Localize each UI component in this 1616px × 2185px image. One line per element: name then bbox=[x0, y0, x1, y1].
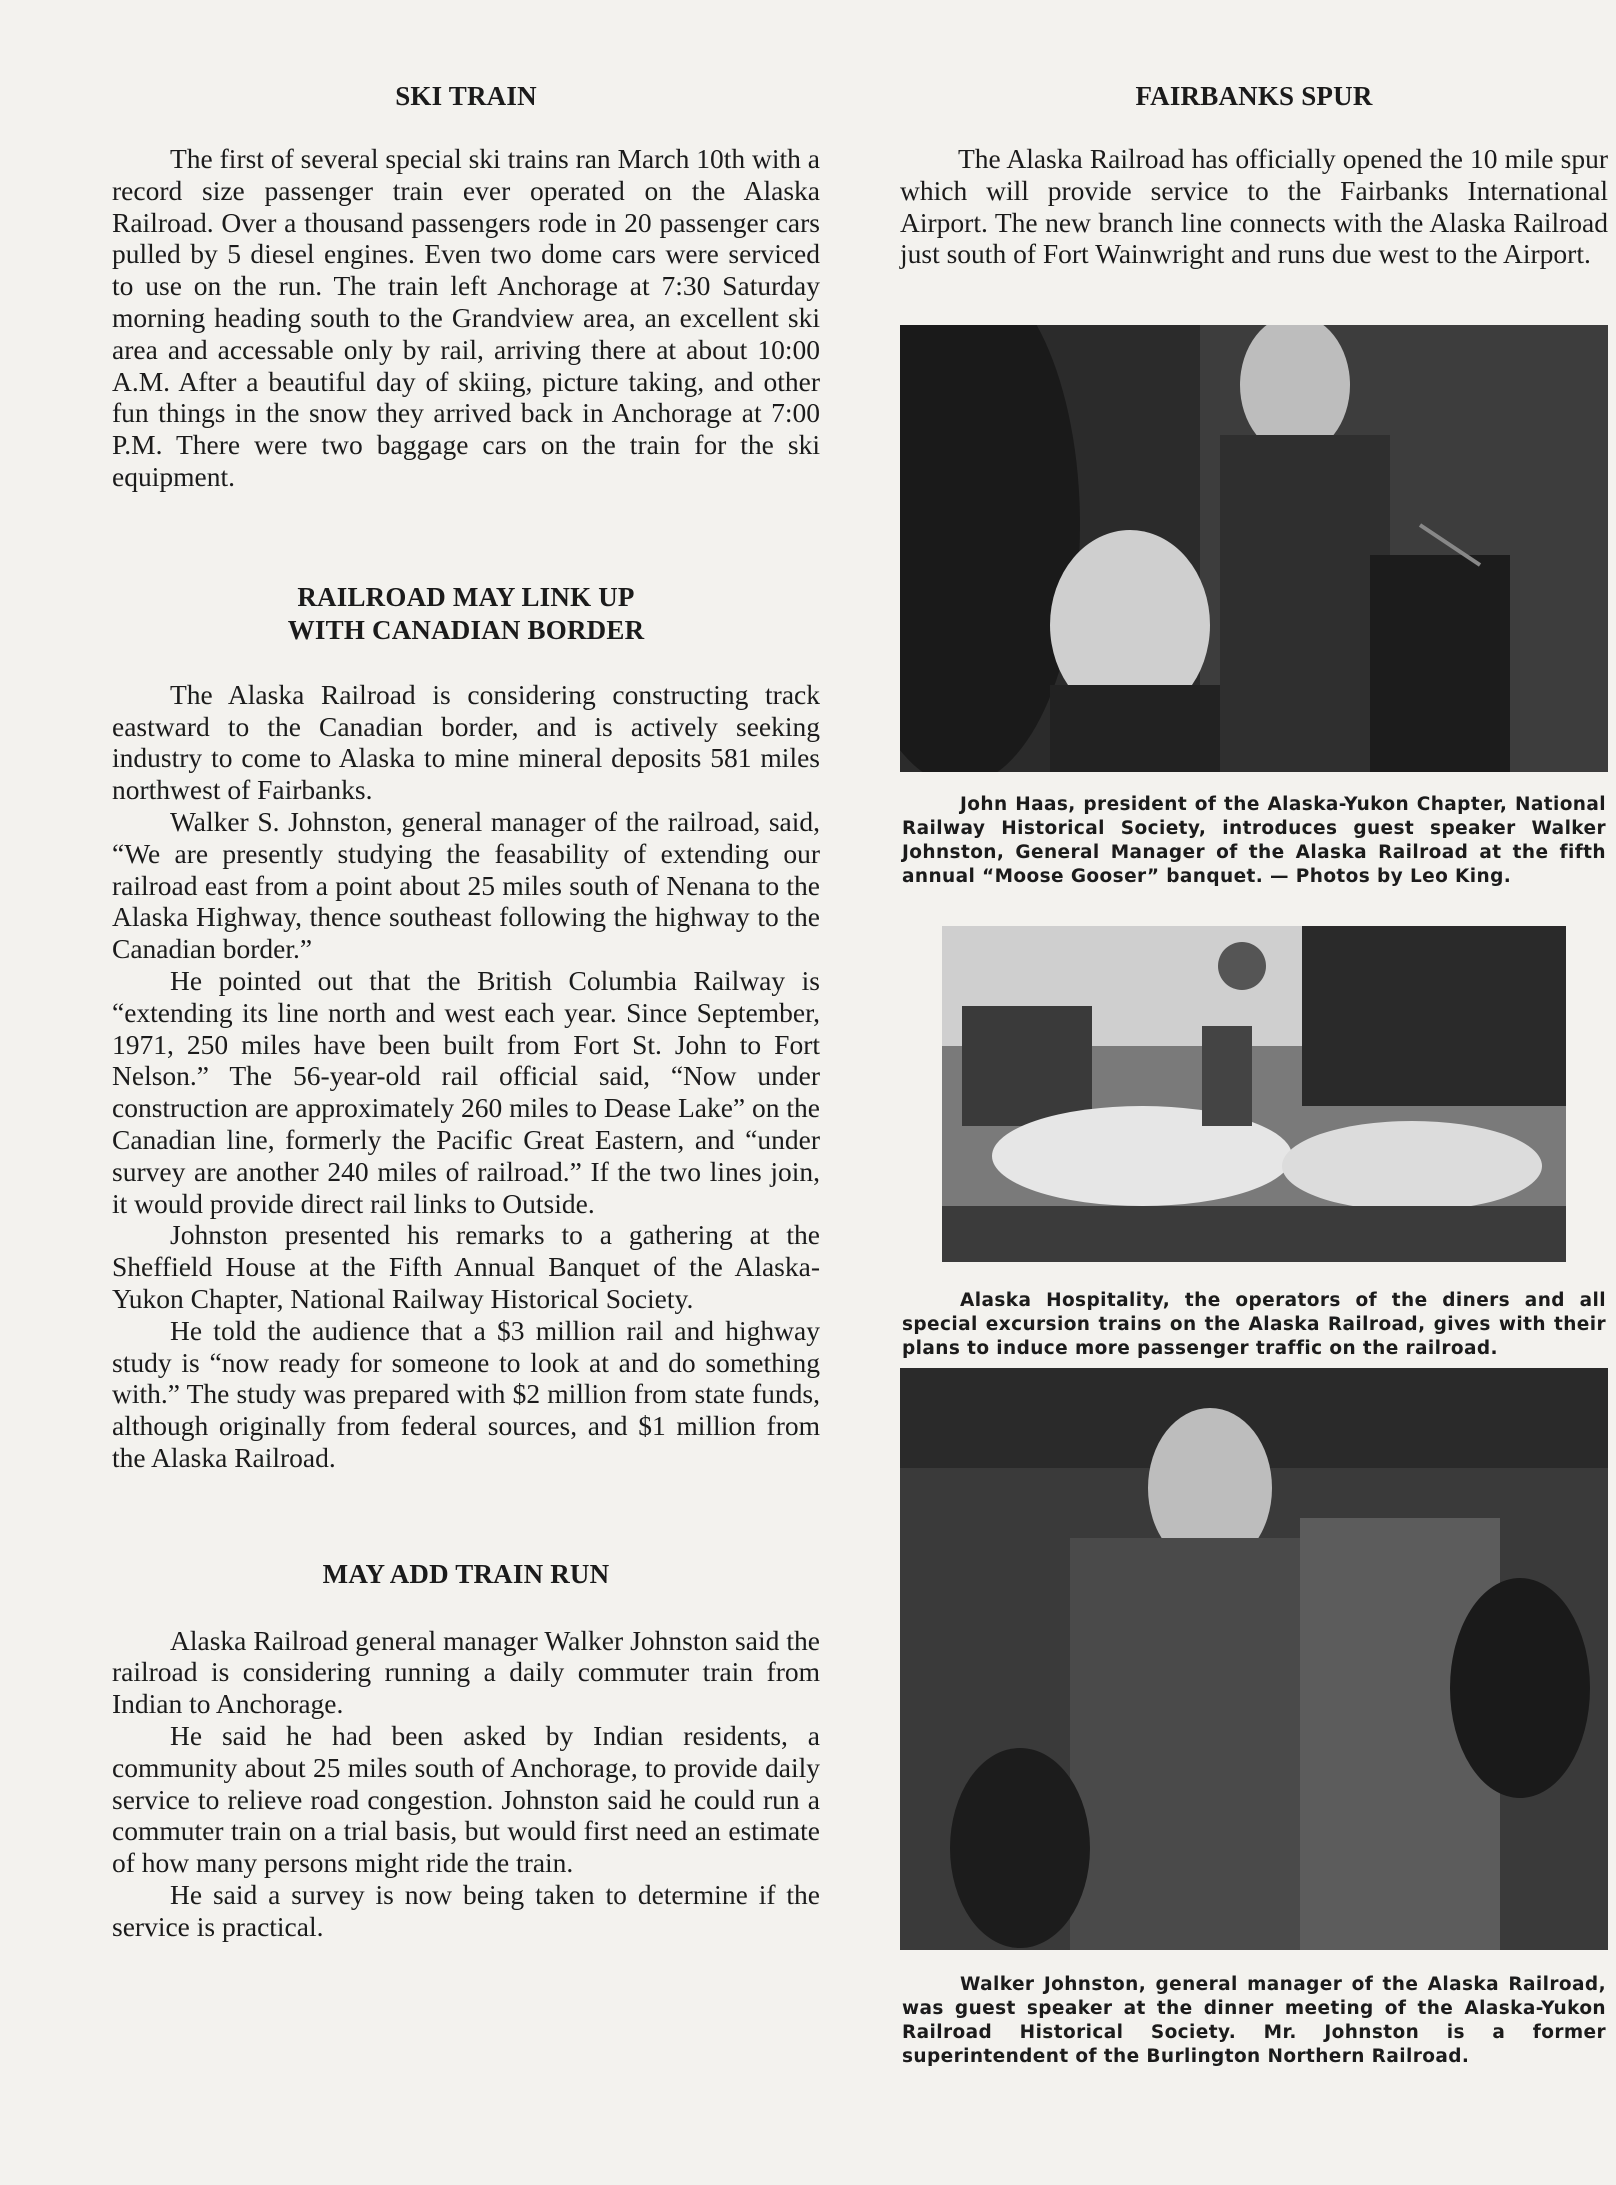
canadian-border-heading-line2: WITH CANADIAN BORDER bbox=[287, 614, 645, 645]
walker-johnston-caption: Walker Johnston, general manager of the Alaska Railroad, was guest speaker at the dinner meeting of the Alaska-Yukon Railroad Historical Society. Mr. Johnston is a former superintendent of the Burlington Northern Railroad. bbox=[902, 1974, 1606, 2067]
train-run-paragraph-2: He said he had been asked by Indian residents, a community about 25 miles south of Anchorage, to provide daily service to relieve road congestion. Johnston said he could run a commuter train on a trial basis, but would first need an estimate of how many persons might ride the train. bbox=[112, 1720, 820, 1879]
fairbanks-spur-paragraph: The Alaska Railroad has officially opened the 10 mile spur which will provide service to the Fairbanks International Airport. The new branch line connects with the Alaska Railroad just south of Fort Wainwright and runs due west to the Airport. bbox=[900, 143, 1608, 270]
train-run-heading: MAY ADD TRAIN RUN bbox=[322, 1558, 610, 1589]
train-run-paragraph-3: He said a survey is now being taken to determine if the service is practical. bbox=[112, 1879, 820, 1942]
left-column bbox=[112, 80, 820, 1943]
right-column bbox=[900, 80, 1608, 270]
banquet-speaker-caption: John Haas, president of the Alaska-Yukon Chapter, National Railway Historical Society, introduces guest speaker Walker Johnston, General Manager of the Alaska Railroad at the fifth annual “Moose Gooser” banquet. — Photos by Leo King. bbox=[902, 794, 1606, 887]
banquet-speaker-photo bbox=[900, 325, 1608, 772]
dining-room-caption: Alaska Hospitality, the operators of the diners and all special excursion trains on the Alaska Railroad, gives with their plans to induce more passenger traffic on the railroad. bbox=[902, 1290, 1606, 1359]
canadian-border-heading-line1: RAILROAD MAY LINK UP bbox=[297, 581, 635, 612]
ski-train-paragraph: The first of several special ski trains ran March 10th with a record size passenger train ever operated on the Alaska Railroad. Over a thousand passengers rode in 20 passenger cars pulled by 5 diesel engines. Even two dome cars were serviced to use on the run. The train left Anchorage at 7:30 Saturday morning heading south to the Grandview area, an excellent ski area and accessable only by rail, arriving there at about 10:00 A.M. After a beautiful day of skiing, picture taking, and other fun things in the snow they arrived back in Anchorage at 7:00 P.M. There were two baggage cars on the train for the ski equipment. bbox=[112, 143, 820, 492]
train-run-paragraph-1: Alaska Railroad general manager Walker Johnston said the railroad is considering running a daily commuter train from Indian to Anchorage. bbox=[112, 1624, 820, 1720]
fairbanks-spur-heading: FAIRBANKS SPUR bbox=[1135, 81, 1373, 111]
dining-room-photo bbox=[942, 926, 1566, 1262]
canadian-border-paragraph-2: Walker S. Johnston, general manager of the railroad, said, “We are presently studying the feasability of extending our railroad east from a point about 25 miles south of Nenana to the Alaska Highway, thence southeast following the highway to the Canadian border.” bbox=[112, 805, 820, 965]
canadian-border-paragraph-3: He pointed out that the British Columbia Railway is “extending its line north and west each year. Since September, 1971, 250 miles have been built from Fort St. John to Fort Nelson.” The 56-year-old rail official said, “Now under construction are approximately 260 miles to Dease Lake” on the Canadian line, formerly the Pacific Great Eastern, and “under survey are another 240 miles of railroad.” If the two lines join, it would provide direct rail links to Outside. bbox=[112, 964, 820, 1219]
ski-train-heading: SKI TRAIN bbox=[395, 81, 537, 111]
canadian-border-paragraph-1: The Alaska Railroad is considering constructing track eastward to the Canadian border, and is actively seeking industry to come to Alaska to mine mineral deposits 581 miles northwest of Fairbanks. bbox=[112, 678, 820, 806]
canadian-border-paragraph-5: He told the audience that a $3 million rail and highway study is “now ready for someone to look at and do something with.” The study was prepared with $2 million from state funds, although originally from federal sources, and $1 million from the Alaska Railroad. bbox=[112, 1314, 820, 1473]
walker-johnston-photo bbox=[900, 1368, 1608, 1950]
canadian-border-paragraph-4: Johnston presented his remarks to a gathering at the Sheffield House at the Fifth Annual Banquet of the Alaska-Yukon Chapter, National Railway Historical Society. bbox=[112, 1219, 820, 1314]
